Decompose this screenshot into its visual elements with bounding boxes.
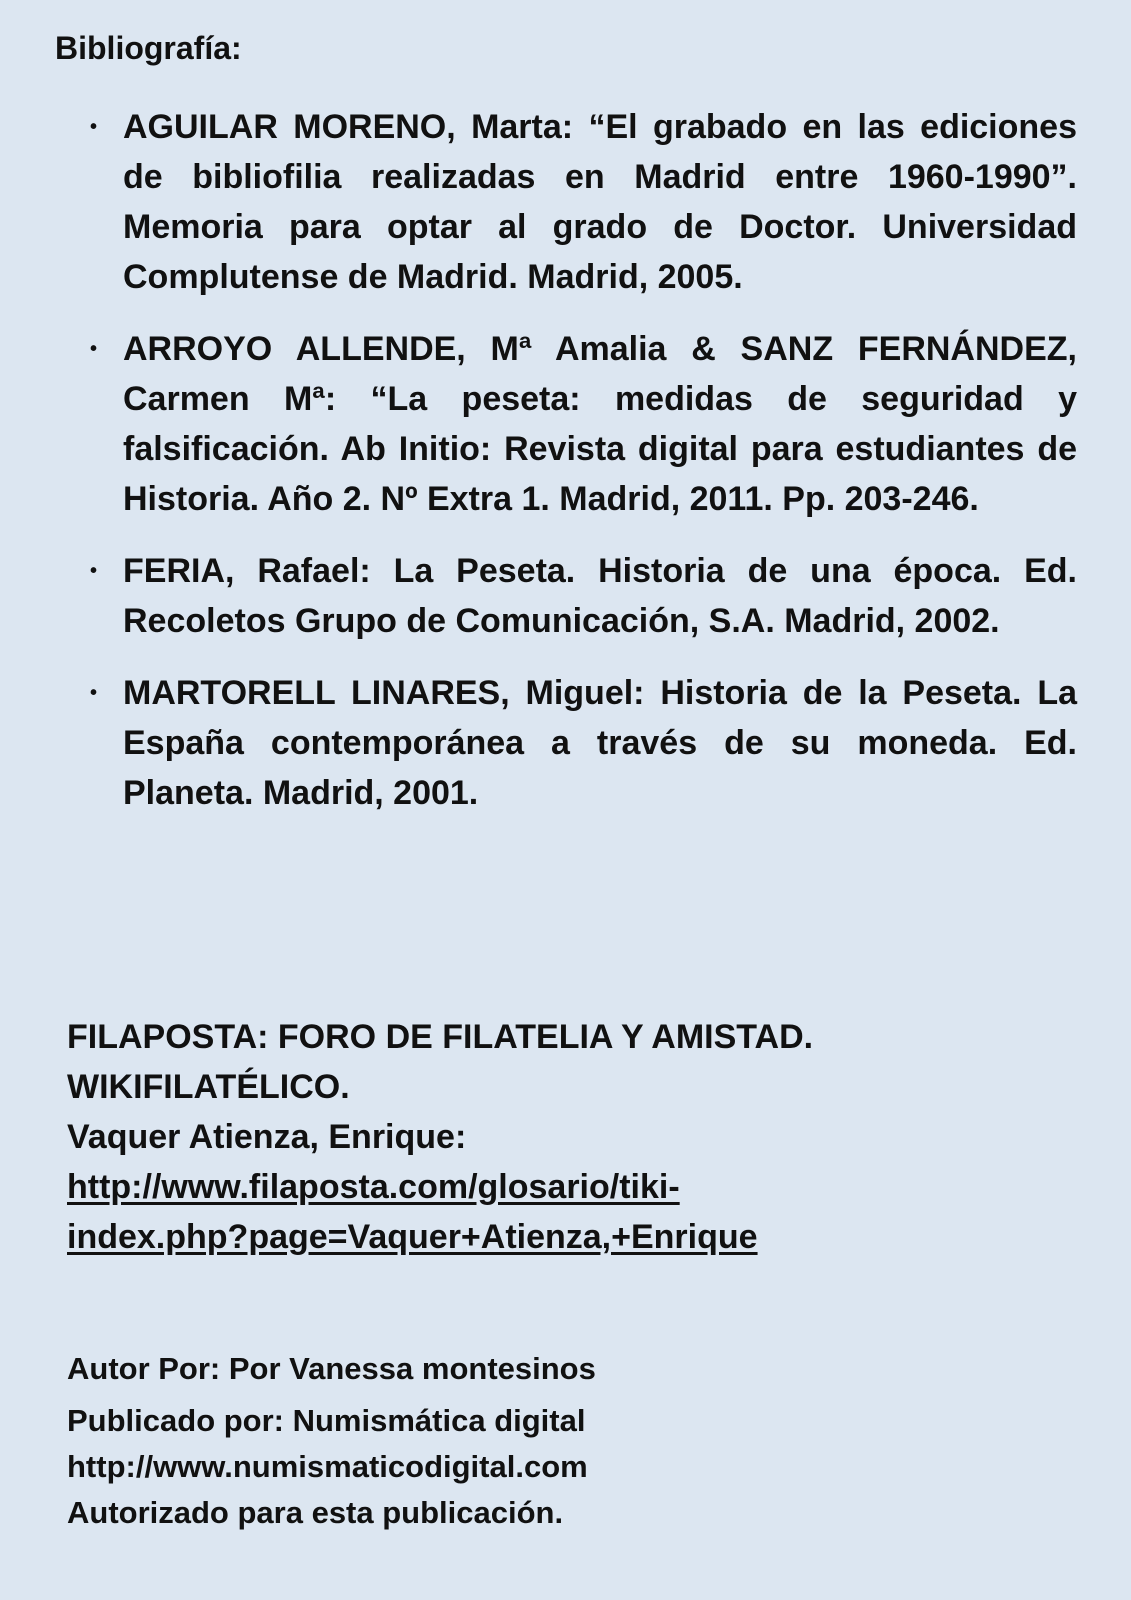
bibliography-entry <box>90 668 1077 818</box>
bullet-icon: • <box>90 560 98 582</box>
bullet-icon: • <box>90 116 98 138</box>
authorization-note: Autorizado para esta publicación. <box>67 1495 564 1530</box>
publisher-url: http://www.numismaticodigital.com <box>67 1449 588 1484</box>
source-link-line-1[interactable]: http://www.filaposta.com/glosario/tiki- <box>67 1168 680 1206</box>
bullet-icon: • <box>90 682 98 704</box>
source-forum-title: FILAPOSTA: FORO DE FILATELIA Y AMISTAD. <box>67 1018 814 1056</box>
bibliography-entry <box>90 324 1077 524</box>
bullet-icon: • <box>90 338 98 360</box>
publication-credits <box>67 1346 1067 1536</box>
bibliography-entry-text: ARROYO ALLENDE, Mª Amalia & SANZ FERNÁNDEZ, Carmen Mª: “La peseta: medidas de seguridad y falsificación. Ab Initio: Revista digital para estudiantes de Historia. Año 2. Nº Extra 1. Madrid, 2011. Pp. 203-246. <box>123 330 1077 518</box>
source-author: Vaquer Atienza, Enrique: <box>67 1118 467 1156</box>
source-wiki-title: WIKIFILATÉLICO. <box>67 1068 350 1106</box>
bibliography-entry-text: AGUILAR MORENO, Marta: “El grabado en las ediciones de bibliofilia realizadas en Madrid entre 1960-1990”. Memoria para optar al grado de Doctor. Universidad Complutense de Madrid. Madrid, 2005. <box>123 108 1077 296</box>
source-link-line-2[interactable]: index.php?page=Vaquer+Atienza,+Enrique <box>67 1218 758 1256</box>
bibliography-entry-text: FERIA, Rafael: La Peseta. Historia de una época. Ed. Recoletos Grupo de Comunicación, S.A. Madrid, 2002. <box>123 552 1077 640</box>
author-credit: Autor Por: Por Vanessa montesinos <box>67 1351 596 1386</box>
bibliography-entry <box>90 546 1077 646</box>
web-sources <box>67 1012 1067 1262</box>
publisher-credit: Publicado por: Numismática digital <box>67 1403 586 1438</box>
bibliography-list <box>90 102 1077 840</box>
bibliography-heading: Bibliografía: <box>55 30 242 66</box>
bibliography-entry-text: MARTORELL LINARES, Miguel: Historia de la Peseta. La España contemporánea a través de su moneda. Ed. Planeta. Madrid, 2001. <box>123 674 1077 812</box>
bibliography-entry <box>90 102 1077 302</box>
